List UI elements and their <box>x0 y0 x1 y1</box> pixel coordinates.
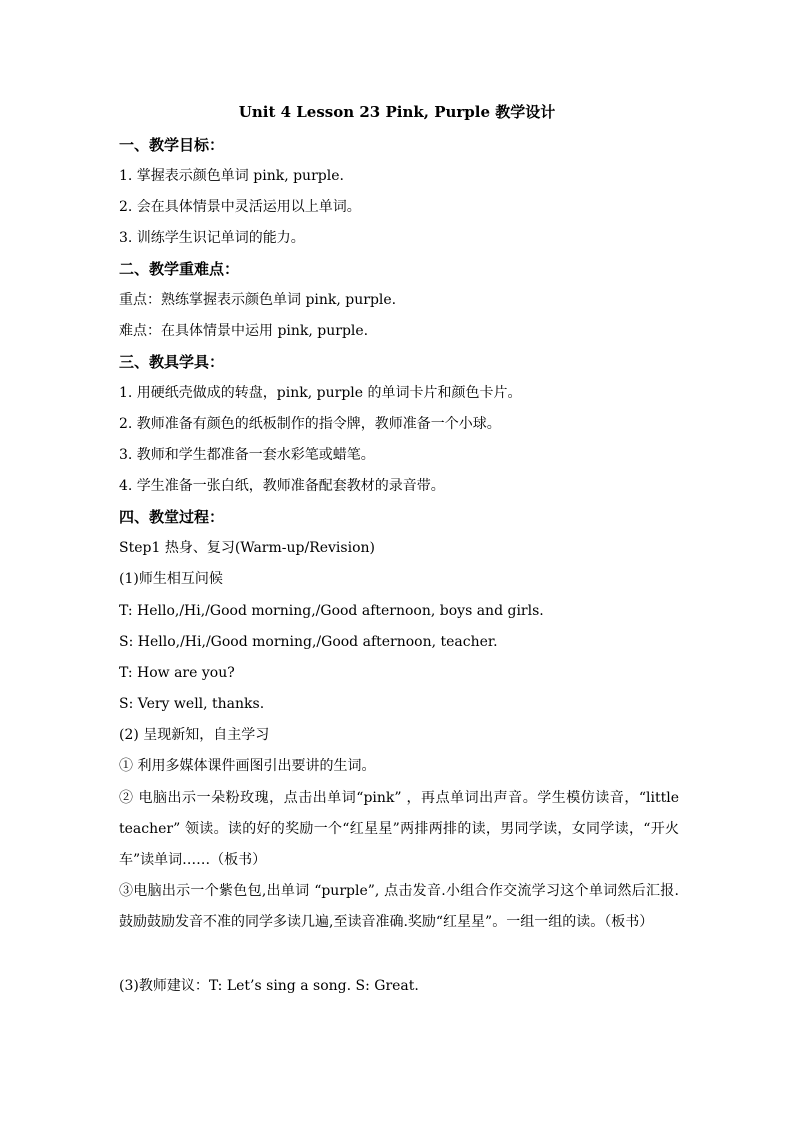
section-heading-key-points: 二、教学重难点： <box>119 260 240 278</box>
process-line: T: Hello,/Hi,/Good morning,/Good afternoon, boys and girls. <box>119 603 544 619</box>
process-line: Step1 热身、复习(Warm-up/Revision) <box>119 540 375 556</box>
material-item: 4. 学生准备一张白纸，教师准备配套教材的录音带。 <box>119 478 445 494</box>
process-paragraph-purple: ③电脑出示一个紫色包,出单词 “purple”, 点击发音.小组合作交流学习这个单词然后汇报.鼓励鼓励发音不准的同学多读几遍,至读音准确.奖励“红星星”。一组一组的读。（板书） <box>119 883 679 930</box>
key-point-item: 重点：熟练掌握表示颜色单词 pink, purple. <box>119 292 397 308</box>
key-point-item: 难点：在具体情景中运用 pink, purple. <box>119 323 369 339</box>
material-item: 3. 教师和学生都准备一套水彩笔或蜡笔。 <box>119 447 375 463</box>
process-paragraph-pink: ② 电脑出示一朵粉玫瑰，点击出单词“pink” ，再点单词出声音。学生模仿读音，“little teacher” 领读。读的好的奖励一个“红星星”两排两排的读，男同学读，女同学读，“开火车”读单词……（板书） <box>119 790 679 868</box>
section-heading-process: 四、教堂过程： <box>119 508 225 526</box>
process-line: (1)师生相互问候 <box>119 571 223 587</box>
goal-item: 3. 训练学生识记单词的能力。 <box>119 230 305 246</box>
section-heading-materials: 三、教具学具： <box>119 353 225 371</box>
process-line: (2) 呈现新知，自主学习 <box>119 727 270 743</box>
material-item: 1. 用硬纸壳做成的转盘，pink, purple 的单词卡片和颜色卡片。 <box>119 385 522 401</box>
goal-item: 2. 会在具体情景中灵活运用以上单词。 <box>119 199 361 215</box>
section-heading-goals: 一、教学目标： <box>119 136 225 154</box>
document-title: Unit 4 Lesson 23 Pink, Purple 教学设计 <box>238 103 556 121</box>
process-line-suggestion: (3)教师建议：T: Let’s sing a song. S: Great. <box>119 978 419 994</box>
process-line: ① 利用多媒体课件画图引出要讲的生词。 <box>119 758 376 774</box>
process-line: S: Hello,/Hi,/Good morning,/Good afternoon, teacher. <box>119 634 498 650</box>
goal-item: 1. 掌握表示颜色单词 pink, purple. <box>119 168 344 184</box>
process-line: T: How are you? <box>119 665 235 681</box>
material-item: 2. 教师准备有颜色的纸板制作的指令牌，教师准备一个小球。 <box>119 416 501 432</box>
process-line: S: Very well, thanks. <box>119 696 265 712</box>
